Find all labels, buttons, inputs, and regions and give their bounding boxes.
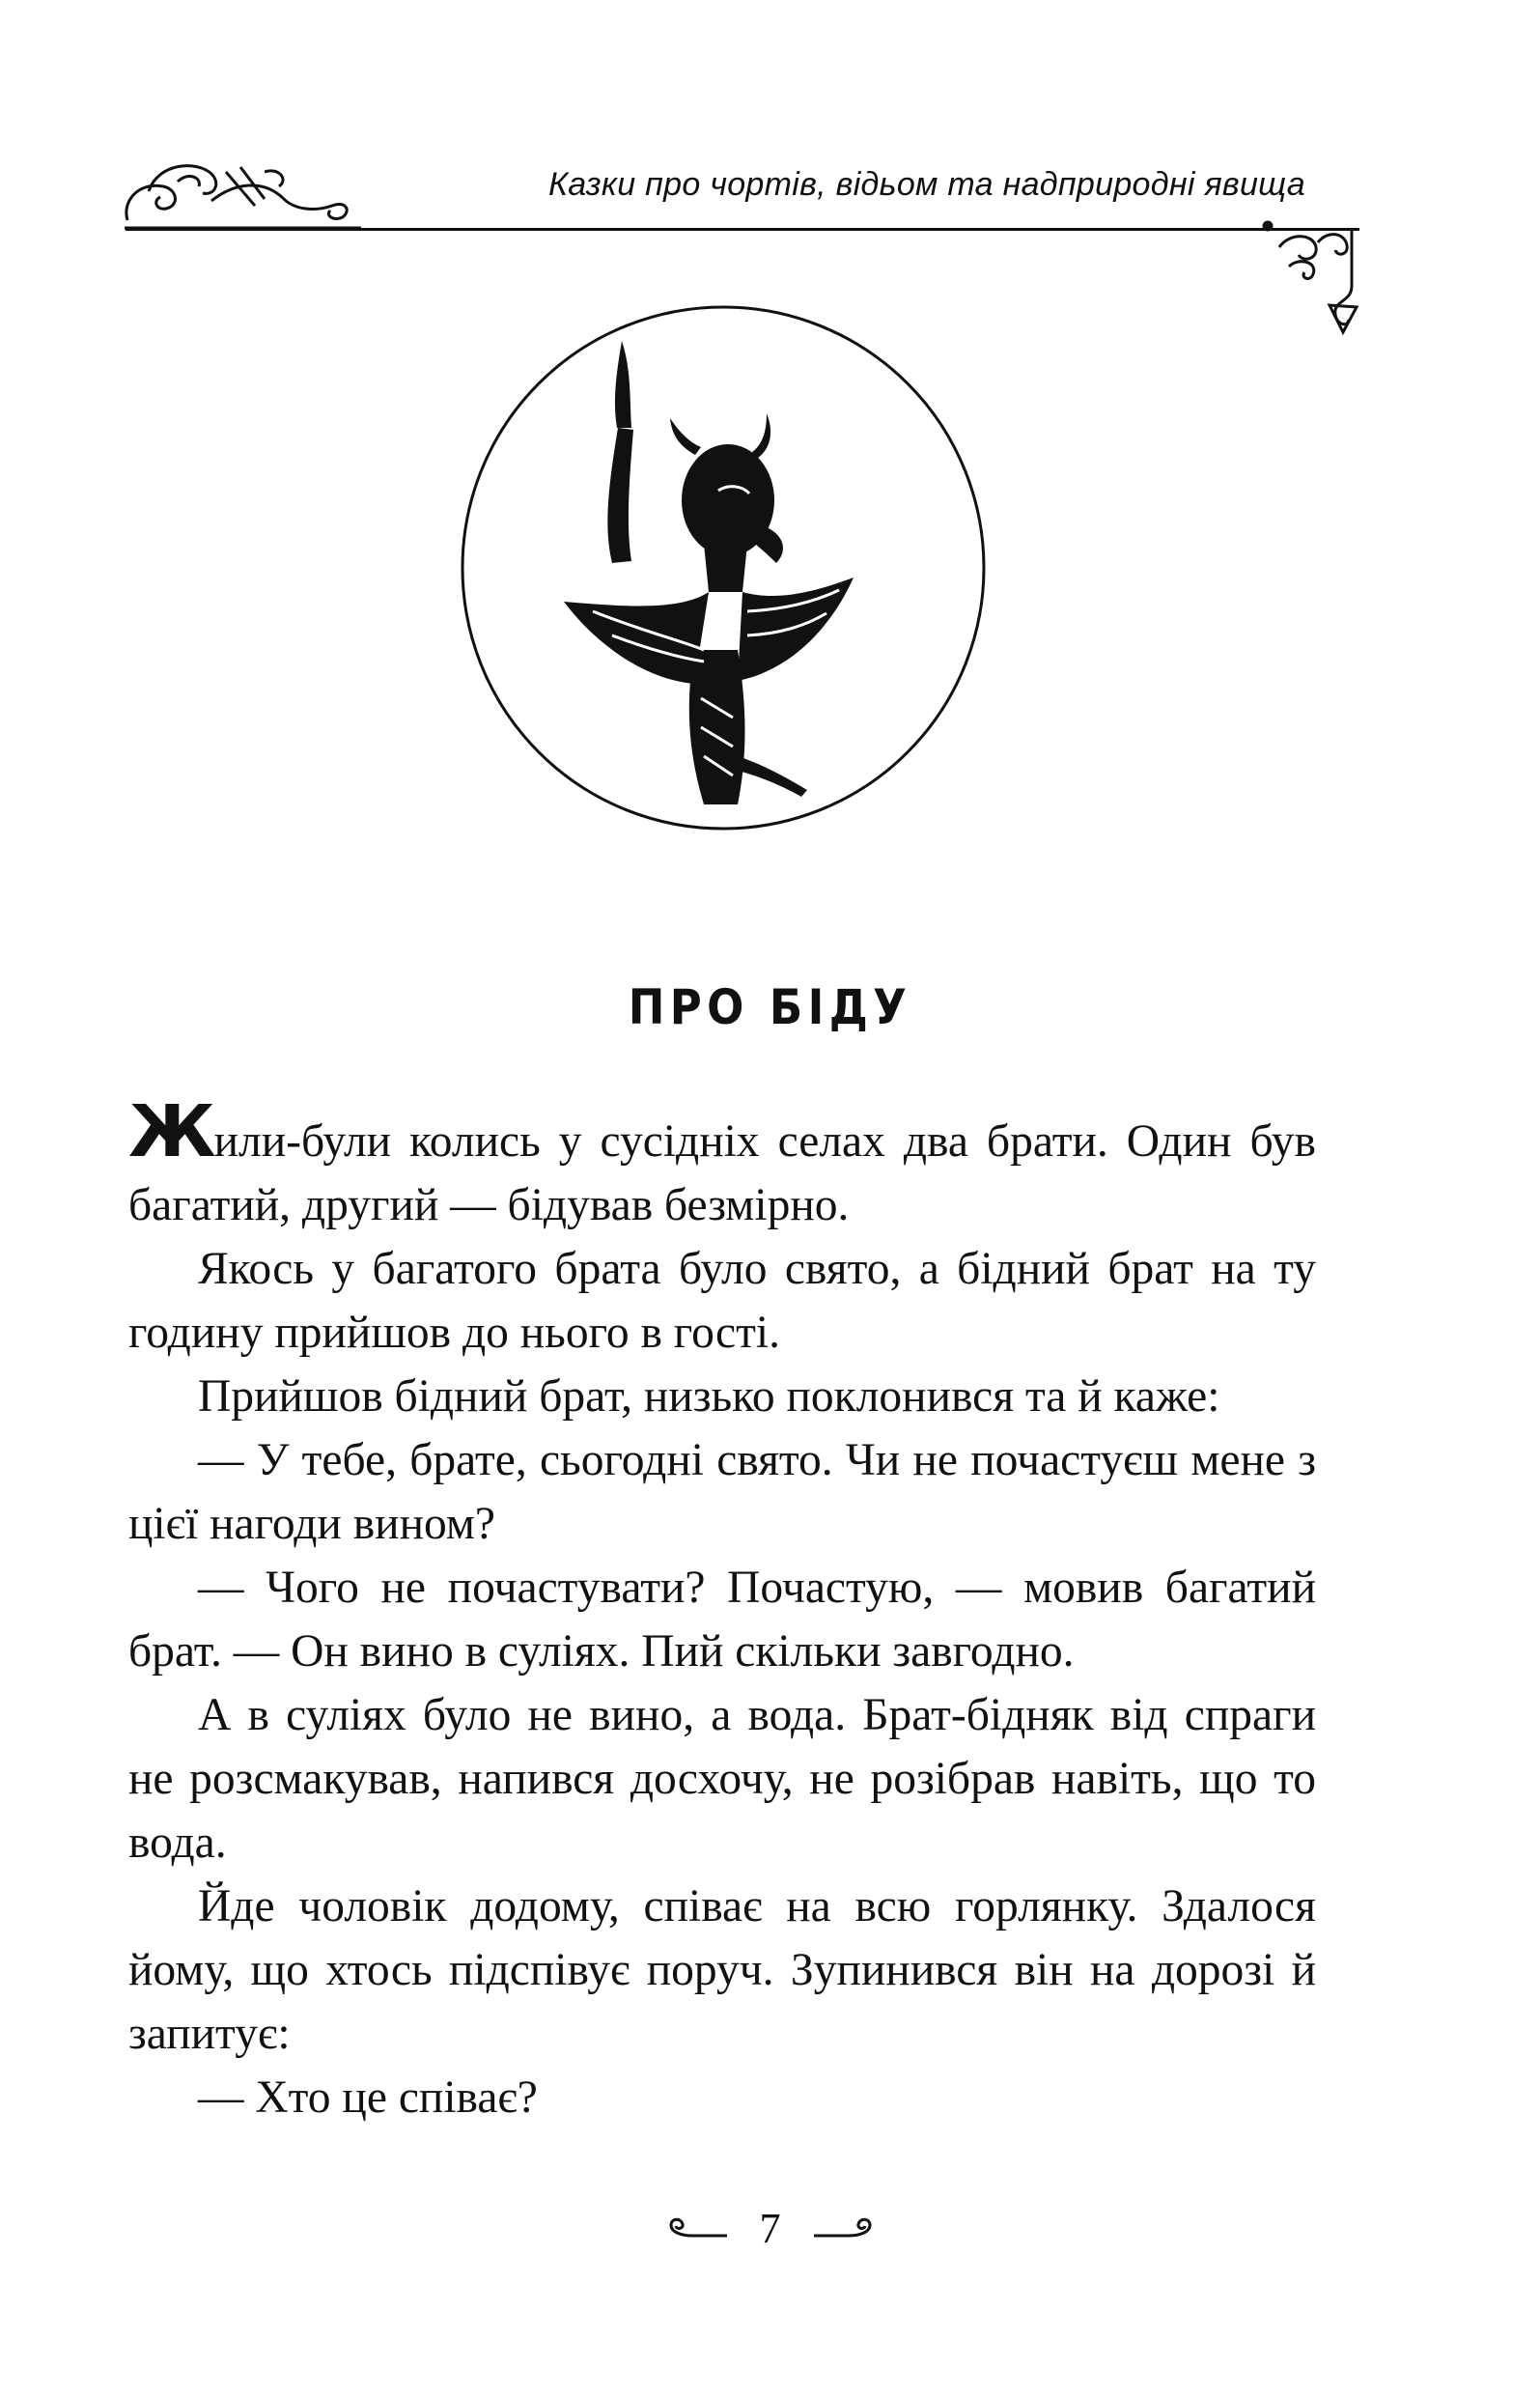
paragraph-text: или-були колись у сусідніх селах два брати. Один був багатий, другий — бідував безмірно. — [128, 1116, 1316, 1230]
story-paragraph: Якось у багатого брата було свято, а бідний брат на ту годину прийшов до нього в гості. — [128, 1244, 1316, 1358]
footer-swirl-left-icon — [663, 2214, 731, 2243]
devil-illustration — [448, 302, 998, 833]
drop-cap: Ж — [128, 1090, 214, 1173]
story-paragraph: А в суліях було не вино, а вода. Брат-бідняк від спраги не розсмакував, напився досхочу, не розібрав навіть, що то вода. — [128, 1690, 1316, 1868]
header-rule — [126, 228, 1359, 231]
story-paragraph: Йде чоловік додому, співає на всю горлянку. Здалося йому, що хтось підспівує поруч. Зупинився він на дорозі й запитує: — [128, 1881, 1316, 2059]
page-number: 7 — [759, 2205, 781, 2252]
story-paragraph: — У тебе, брате, сьогодні свято. Чи не почастуєш мене з цієї нагоди вином? — [128, 1435, 1316, 1549]
footer-swirl-right-icon — [810, 2214, 878, 2243]
header-ornament-right-icon — [1260, 218, 1366, 339]
running-header-title: Казки про чортів, відьом та надприродні явища — [547, 166, 1305, 203]
page-footer — [0, 2204, 1540, 2253]
story-title: ПРО БІДУ — [628, 979, 912, 1035]
story-paragraph — [128, 1090, 1316, 1237]
story-paragraph: — Чого не почастувати? Почастую, — мовив багатий брат. — Он вино в суліях. Пий скільки завгодно. — [128, 1563, 1316, 1677]
story-paragraph: Прийшов бідний брат, низько поклонився та й каже: — [198, 1371, 1220, 1422]
story-paragraph: — Хто це співає? — [198, 2072, 538, 2123]
story-text — [128, 1090, 1316, 2129]
